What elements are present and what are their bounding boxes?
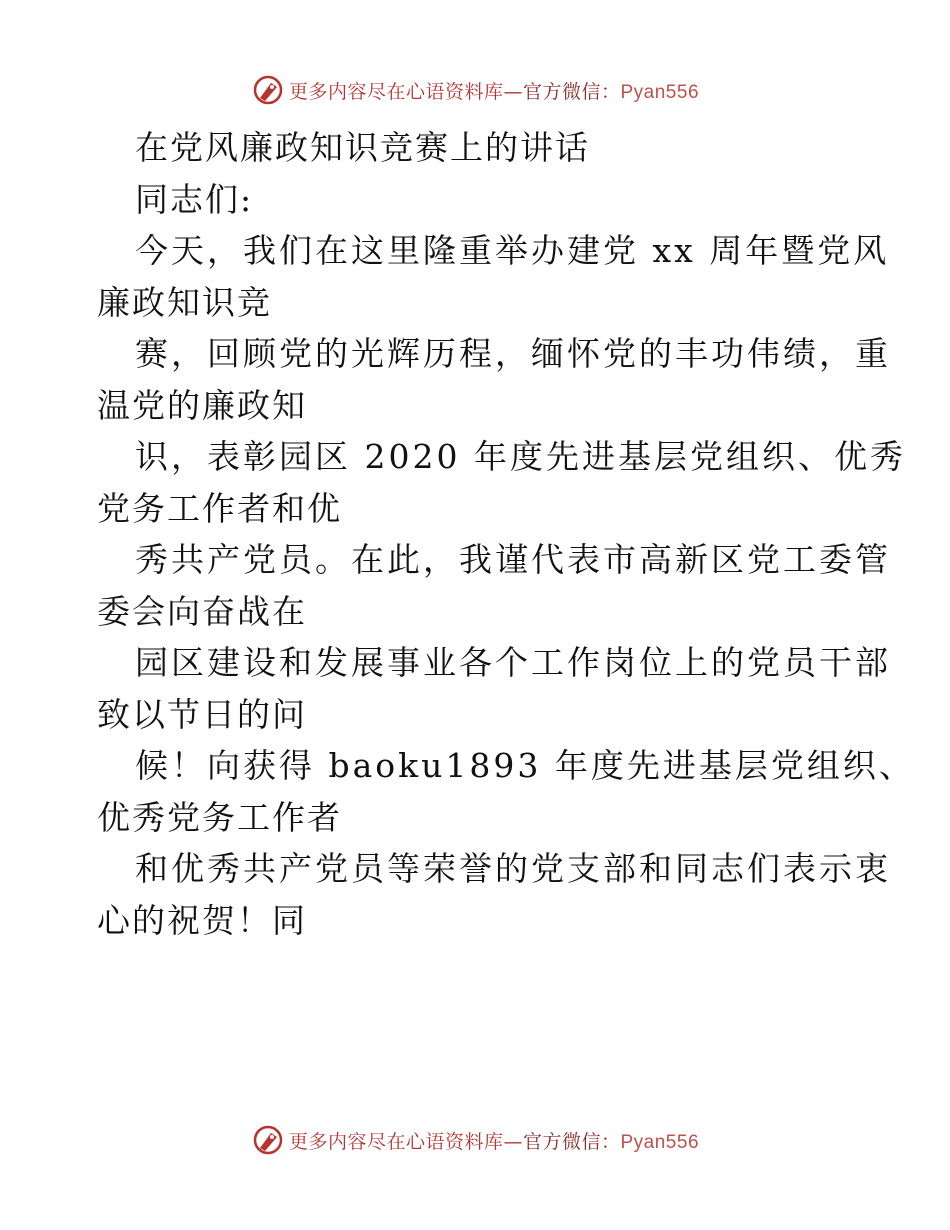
paragraph-line: 优秀党务工作者 — [97, 797, 342, 837]
paragraph-line: 候！向获得 baoku1893 年度先进基层党组织、 — [135, 746, 915, 785]
paragraph-line: 今天，我们在这里隆重举办建党 xx 周年暨党风 — [135, 231, 890, 270]
footer-banner-content — [251, 1123, 699, 1157]
banner-slogan: 更多内容尽在心语资料库 — [288, 1130, 504, 1153]
header-banner-text — [289, 77, 699, 104]
paragraph-line: 温党的廉政知 — [97, 385, 307, 425]
banner-dash: — — [503, 80, 523, 103]
paragraph-line: 廉政知识竞 — [97, 282, 272, 322]
header-banner-content — [251, 73, 699, 107]
paragraph-line: 党务工作者和优 — [97, 488, 342, 528]
paragraph-line: 园区建设和发展事业各个工作岗位上的党员干部 — [135, 643, 891, 682]
paragraph-line: 识，表彰园区 2020 年度先进基层党组织、优秀 — [135, 437, 906, 476]
paragraph-line: 致以节日的问 — [97, 694, 307, 734]
document-body — [97, 122, 915, 946]
pen-nib-logo-icon — [251, 1123, 285, 1157]
banner-wechat-id: Pyan556 — [620, 81, 700, 103]
pen-nib-logo-icon — [251, 73, 285, 107]
banner-slogan: 更多内容尽在心语资料库 — [288, 80, 504, 103]
banner-dash: — — [503, 1130, 523, 1153]
footer-banner-text — [289, 1127, 699, 1154]
footer-banner — [0, 1120, 950, 1160]
document-title: 在党风廉政知识竞赛上的讲话 — [135, 128, 590, 167]
paragraph-line: 委会向奋战在 — [97, 591, 307, 631]
paragraph-line: 秀共产党员。在此，我谨代表市高新区党工委管 — [135, 540, 891, 579]
document-salutation: 同志们: — [135, 179, 254, 219]
paragraph-line: 心的祝贺！同 — [97, 900, 307, 940]
header-banner — [0, 70, 950, 110]
paragraph-line: 和优秀共产党员等荣誉的党支部和同志们表示衷 — [135, 849, 891, 888]
paragraph-line: 赛，回顾党的光辉历程，缅怀党的丰功伟绩，重 — [135, 334, 891, 373]
banner-official-label: 官方微信： — [522, 1130, 621, 1153]
banner-official-label: 官方微信： — [522, 80, 621, 103]
banner-wechat-id: Pyan556 — [620, 1131, 700, 1153]
